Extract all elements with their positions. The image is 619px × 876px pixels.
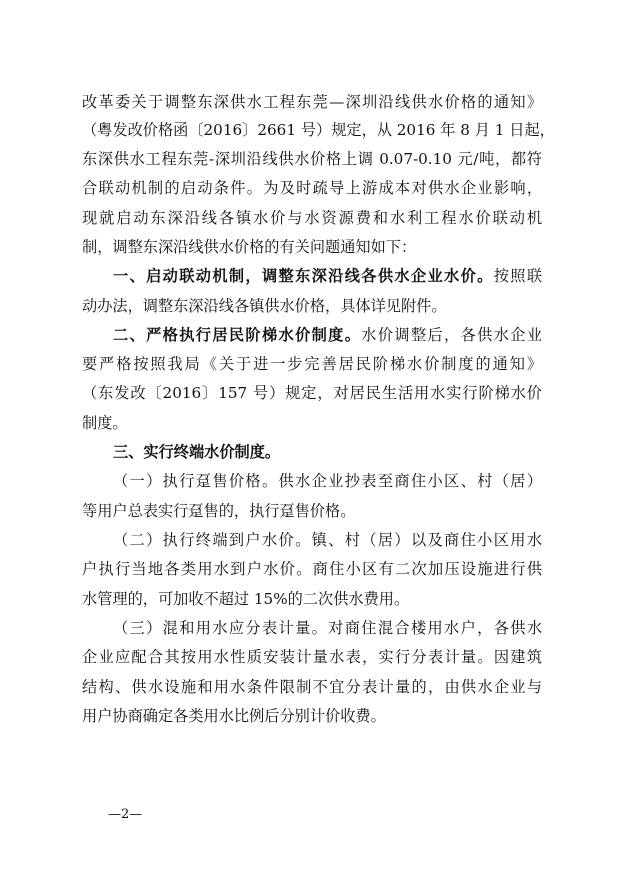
body-line: 结构、供水设施和用水条件限制不宜分表计量的，由供水企业与 bbox=[82, 678, 542, 696]
section-1-line bbox=[113, 266, 542, 286]
item-3-line: （三）混和用水应分表计量。对商住混合楼用水户，各供水 bbox=[113, 619, 542, 637]
body-line: （东发改〔2016〕157 号）规定，对居民生活用水实行阶梯水价 bbox=[82, 384, 542, 402]
section-3-heading: 三、实行终端水价制度。 bbox=[113, 443, 281, 461]
body-line: 水管理的，可加收不超过 15%的二次供水费用。 bbox=[82, 590, 410, 608]
body-line: 用户协商确定各类用水比例后分别计价收费。 bbox=[82, 707, 386, 725]
body-line: 要严格按照我局《关于进一步完善居民阶梯水价制度的通知》 bbox=[82, 355, 542, 373]
body-line: 等用户总表实行趸售的，执行趸售价格。 bbox=[82, 502, 356, 520]
section-2-text: 水价调整后，各供水企业 bbox=[361, 326, 543, 344]
section-2-line bbox=[113, 325, 542, 345]
body-line: （粤发改价格函〔2016〕2661 号）规定，从 2016 年 8 月 1 日起， bbox=[82, 121, 555, 139]
body-line: 企业应配合其按用水性质安装计量水表，实行分表计量。因建筑 bbox=[82, 648, 542, 666]
section-1-heading: 一、启动联动机制，调整东深沿线各供水企业水价。 bbox=[113, 267, 494, 285]
body-line: 现就启动东深沿线各镇水价与水资源费和水利工程水价联动机 bbox=[82, 209, 542, 227]
body-line: 动办法，调整东深沿线各镇供水价格，具体详见附件。 bbox=[82, 297, 447, 315]
item-1-line: （一）执行趸售价格。供水企业抄表至商住小区、村（居） bbox=[113, 472, 542, 490]
item-2-line: （二）执行终端到户水价。镇、村（居）以及商住小区用水 bbox=[113, 531, 542, 549]
body-line: 改革委关于调整东深供水工程东莞—深圳沿线供水价格的通知》 bbox=[82, 93, 542, 111]
body-line: 制度。 bbox=[82, 414, 128, 432]
body-line: 合联动机制的启动条件。为及时疏导上游成本对供水企业影响， bbox=[82, 179, 542, 197]
page-number: —2— bbox=[108, 807, 143, 822]
section-1-text: 按照联 bbox=[493, 267, 543, 285]
body-line: 制，调整东深沿线供水价格的有关问题通知如下： bbox=[82, 238, 417, 256]
section-2-heading: 二、严格执行居民阶梯水价制度。 bbox=[113, 326, 362, 344]
body-line: 户执行当地各类用水到户水价。商住小区有二次加压设施进行供 bbox=[82, 560, 542, 578]
body-line: 东深供水工程东莞-深圳沿线供水价格上调 0.07-0.10 元/吨，都符 bbox=[82, 150, 542, 168]
